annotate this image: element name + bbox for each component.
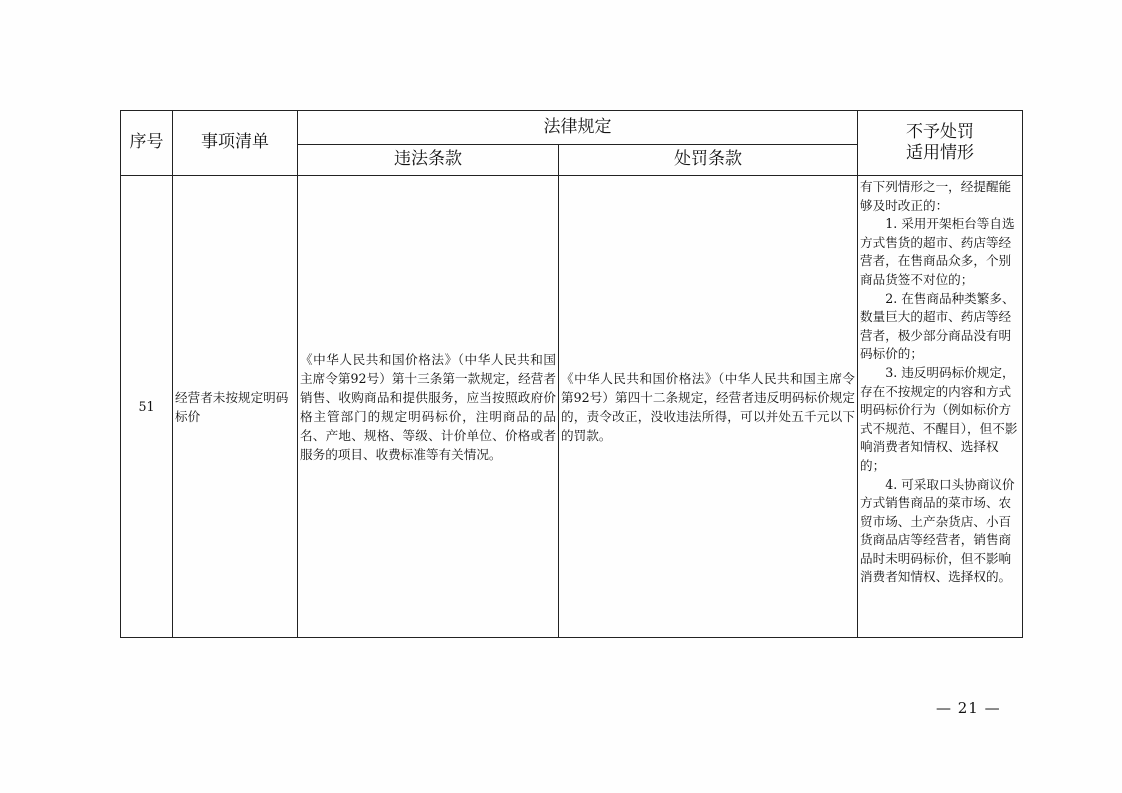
row-penalty-clause: 《中华人民共和国价格法》（中华人民共和国主席令第92号）第四十二条规定，经营者违反明码标价规定的，责令改正，没收违法所得，可以并处五千元以下的罚款。 — [559, 176, 858, 638]
exempt-intro: 有下列情形之一，经提醒能够及时改正的： — [860, 179, 1012, 213]
header-item: 事项清单 — [173, 111, 298, 176]
row-item: 经营者未按规定明码标价 — [173, 176, 298, 638]
exempt-item-4: 4. 可采取口头协商议价方式销售商品的菜市场、农贸市场、土产杂货店、小百货商品店等经营者，销售商品时未明码标价，但不影响消费者知情权、选择权的。 — [860, 476, 1015, 585]
header-exempt-line1: 不予处罚 — [906, 121, 974, 142]
header-legal: 法律规定 — [298, 111, 858, 145]
exempt-item-2: 2. 在售商品种类繁多、数量巨大的超市、药店等经营者，极少部分商品没有明码标价的； — [860, 290, 1015, 362]
row-exempt — [858, 176, 1023, 638]
table-row — [121, 176, 1023, 638]
row-illegal-clause: 《中华人民共和国价格法》（中华人民共和国主席令第92号）第十三条第一款规定，经营者销售、收购商品和提供服务，应当按照政府价格主管部门的规定明码标价，注明商品的品名、产地、规格、等级、计价单位、价格或者服务的项目、收费标准等有关情况。 — [298, 176, 559, 638]
header-penalty: 处罚条款 — [559, 145, 858, 176]
page-number: — 21 — — [936, 699, 1001, 717]
regulation-table — [120, 110, 1023, 638]
header-row-top — [121, 111, 1023, 145]
exempt-item-1: 1. 采用开架柜台等自选方式售货的超市、药店等经营者，在售商品众多，个别商品货签不对位的； — [860, 216, 1015, 287]
exempt-item-3: 3. 违反明码标价规定，存在不按规定的内容和方式明码标价行为（例如标价方式不规范、不醒目），但不影响消费者知情权、选择权的； — [860, 364, 1018, 473]
header-no: 序号 — [121, 111, 173, 176]
row-no: 51 — [121, 176, 173, 638]
header-exempt-line2: 适用情形 — [906, 143, 974, 163]
header-exempt — [858, 111, 1023, 176]
header-illegal: 违法条款 — [298, 145, 559, 176]
